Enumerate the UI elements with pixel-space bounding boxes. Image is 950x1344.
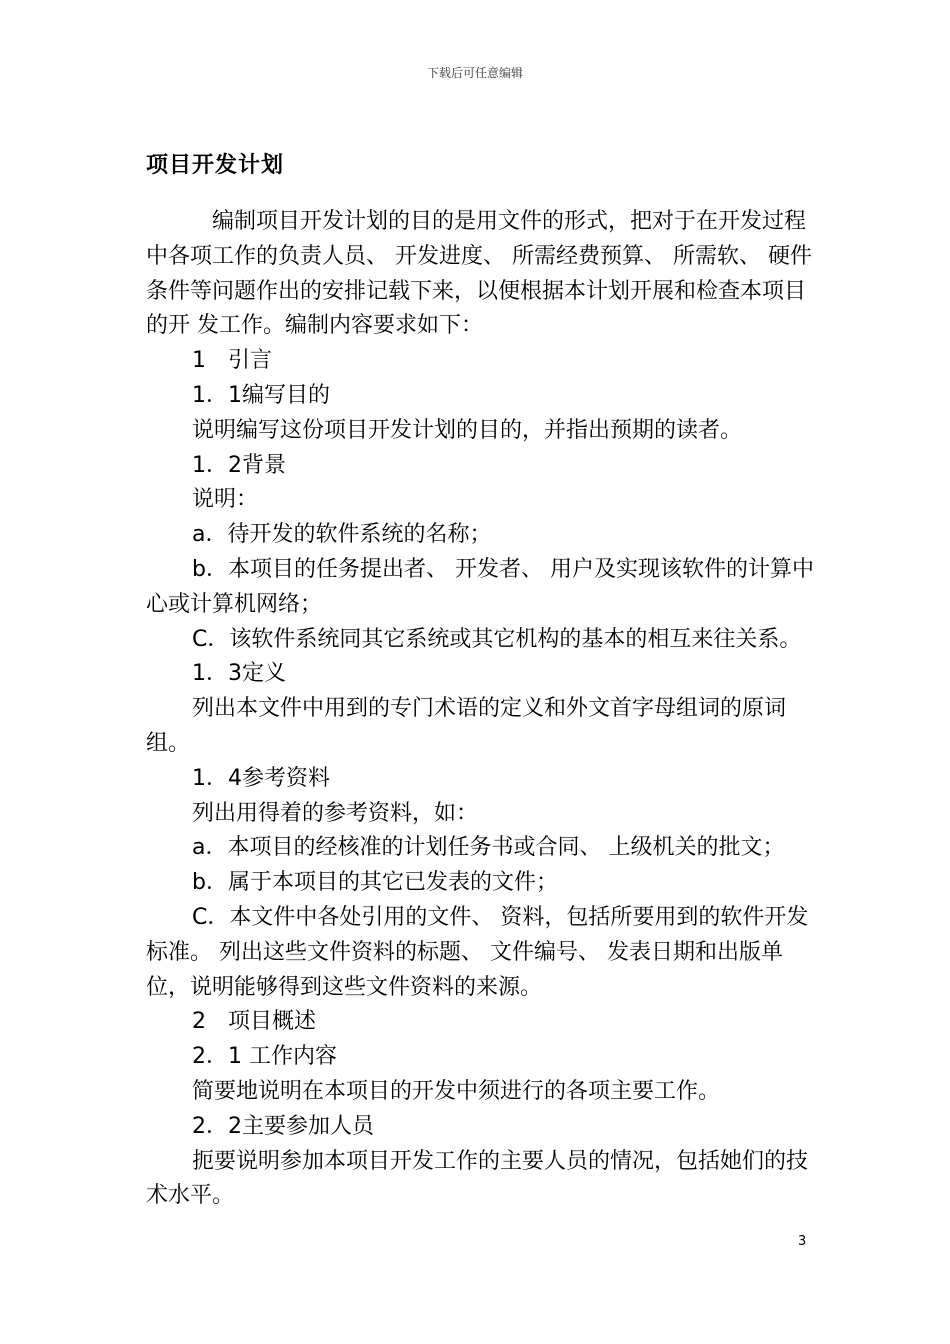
subsection-heading-1-4: 1．4参考资料 — [192, 765, 330, 791]
page-number: 3 — [798, 1234, 807, 1249]
page-header: 下载后可任意编辑 — [426, 66, 523, 80]
section-heading-1: 1 引言 — [192, 348, 272, 374]
paragraph: 说明编写这份项目开发计划的目的，并指出预期的读者。 — [192, 417, 743, 443]
subsection-heading-2-2: 2．2主要参加人员 — [192, 1113, 374, 1139]
section-heading-2: 2 项目概述 — [192, 1009, 316, 1035]
paragraph: 列出用得着的参考资料，如： — [192, 800, 479, 826]
list-item: a．待开发的软件系统的名称； — [192, 522, 492, 548]
paragraph: 扼要说明参加本项目开发工作的主要人员的情况，包括她们的技术水平。 — [146, 1148, 809, 1209]
list-item: C．该软件系统同其它系统或其它机构的基本的相互来往关系。 — [192, 626, 802, 652]
intro-paragraph: 编制项目开发计划的目的是用文件的形式，把对于在开发过程中各项工作的负责人员、 开发进度、 所需经费预算、 所需软、 硬件条件等问题作出的安排记载下来，以便根据本计划开展和检查本项目的开 发工作。编制内容要求如下： — [146, 209, 812, 339]
list-item: b．属于本项目的其它已发表的文件； — [192, 870, 558, 896]
document-title: 项目开发计划 — [146, 153, 285, 178]
list-item: b．本项目的任务提出者、 开发者、 用户及实现该软件的计算中心或计算机网络； — [146, 556, 814, 617]
subsection-heading-2-1: 2．1 工作内容 — [192, 1044, 337, 1070]
subsection-heading-1-1: 1．1编写目的 — [192, 382, 330, 408]
document-body — [146, 205, 814, 1214]
list-item: a．本项目的经核准的计划任务书或合同、 上级机关的批文； — [192, 835, 785, 861]
paragraph: 说明： — [192, 487, 259, 513]
paragraph: 简要地说明在本项目的开发中须进行的各项主要工作。 — [192, 1078, 721, 1104]
paragraph: 列出本文件中用到的专门术语的定义和外文首字母组词的原词组。 — [146, 696, 787, 756]
subsection-heading-1-3: 1．3定义 — [192, 661, 286, 687]
subsection-heading-1-2: 1．2背景 — [192, 452, 286, 478]
list-item: C．本文件中各处引用的文件、 资料，包括所要用到的软件开发标准。 列出这些文件资料的标题、 文件编号、 发表日期和出版单位，说明能够得到这些文件资料的来源。 — [146, 904, 809, 1000]
